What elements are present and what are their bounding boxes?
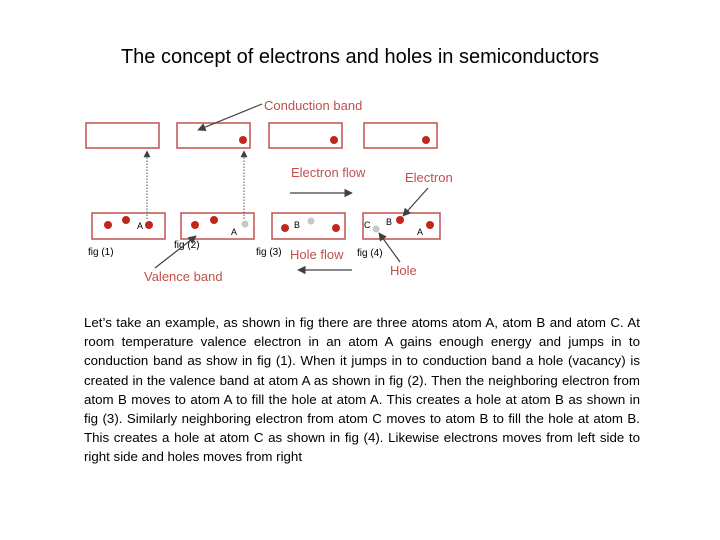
fig-label-2: fig (2) (174, 240, 200, 251)
electron-dot (426, 221, 434, 229)
electron-dot (281, 224, 289, 232)
conduction-box-fig4 (364, 123, 437, 148)
atom-b-label: B (386, 217, 393, 227)
fig-label-1: fig (1) (88, 247, 114, 258)
hole-dot (373, 226, 380, 233)
electron-dot (422, 136, 430, 144)
conduction-box-fig1 (86, 123, 159, 148)
electron-label: Electron (405, 170, 453, 185)
hole-flow-label: Hole flow (290, 247, 344, 262)
atom-a-label: A (137, 221, 144, 231)
explanation-paragraph: Let’s take an example, as shown in fig there are three atoms atom A, atom B and atom C. At room temperature valence electron in an atom A gains enough energy and jumps in to conduction band as show in fig (1). When it jumps in to conduction band a hole (vacancy) is created in the valence band at atom A as shown in fig (2). Then the neighboring electron from atom B moves to atom A to fill the hole at atom A. This creates a hole at atom B as shown in fig (3). Similarly neighboring electron from atom C moves to atom B to fill the hole at atom B. This creates a hole at atom C as shown in fig (4). Likewise electrons moves from left side to right side and holes moves from right (84, 315, 640, 465)
atom-c-label: C (364, 220, 371, 230)
electron-dot (239, 136, 247, 144)
hole-dot (308, 218, 315, 225)
conduction-band-label: Conduction band (264, 98, 363, 113)
electron-dot (145, 221, 153, 229)
electron-dot (104, 221, 112, 229)
hole-label: Hole (390, 263, 417, 278)
electron-dot (210, 216, 218, 224)
hole-dot (242, 221, 249, 228)
valence-band-label: Valence band (144, 269, 223, 284)
electron-pointer (403, 188, 428, 216)
electron-dot (191, 221, 199, 229)
fig-label-3: fig (3) (256, 247, 282, 258)
electron-dot (396, 216, 404, 224)
electron-dot (332, 224, 340, 232)
electron-flow-label: Electron flow (291, 165, 366, 180)
electron-dot (122, 216, 130, 224)
conduction-box-fig2 (177, 123, 250, 148)
electron-dot (330, 136, 338, 144)
atom-a-label: A (231, 227, 238, 237)
conduction-box-fig3 (269, 123, 342, 148)
atom-a-label: A (417, 227, 424, 237)
atom-b-label: B (294, 220, 301, 230)
fig-label-4: fig (4) (357, 248, 383, 259)
slide-title: The concept of electrons and holes in semiconductors (120, 46, 600, 68)
